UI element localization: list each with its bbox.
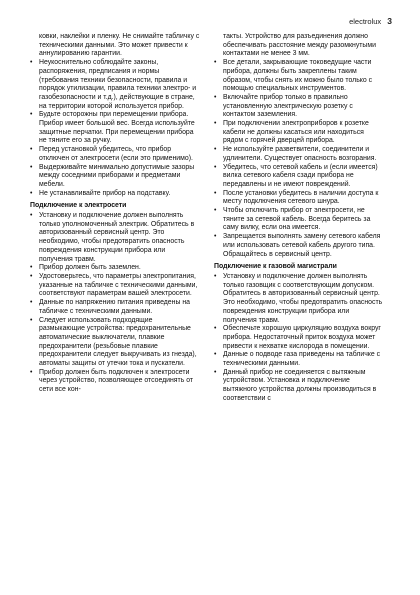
list-item: • Перед установкой убедитесь, что прибор отключен от электросети (если это применимо). xyxy=(30,146,200,163)
page-number: 3 xyxy=(387,16,392,26)
list-item: • При подключении электроприборов к розетке кабели не должны касаться или находиться рядом с горячей дверцей прибора. xyxy=(214,120,384,146)
bullet-list-electric-cont xyxy=(214,59,384,259)
right-column xyxy=(214,33,384,404)
list-item: • Убедитесь, что сетевой кабель и (если имеется) вилка сетевого кабеля сзади прибора не передавлены и не имеют повреждений. xyxy=(214,164,384,190)
continued-paragraph: такты. Устройство для разъединения должно обеспечивать расстояние между разомкнутыми контактами не менее 3 мм. xyxy=(223,33,376,58)
list-item: • Все детали, закрывающие токоведущие части прибора, должны быть закреплены таким образом, чтобы снять их можно было только с помощью специальных инструментов. xyxy=(214,59,384,94)
list-item: • Запрещается выполнять замену сетевого кабеля или использовать сетевой кабель другого типа. Обращайтесь в сервисный центр. xyxy=(214,233,384,259)
list-item: • Установку и подключение должен выполнять только газовщик с соответствующим допуском. Обратитесь в авторизованный сервисный центр. Это необходимо, чтобы предотвратить опасность повреждения конструкции прибора или получения травм. xyxy=(214,273,384,325)
list-item: • Прибор должен быть заземлен. xyxy=(30,264,200,273)
list-item: • Неукоснительно соблюдайте законы, распоряжения, предписания и нормы (требования техники безопасности, правила и порядок утилизации, правила техники электро- и газобезопасности и т.д.), действующие в стране, на территории которой используется прибор. xyxy=(30,59,200,111)
list-item: • Включайте прибор только в правильно установленную электрическую розетку с контактом заземления. xyxy=(214,94,384,120)
list-item: • Чтобы отключить прибор от электросети, не тяните за сетевой кабель. Всегда беритесь за саму вилку, если она имеется. xyxy=(214,207,384,233)
bullet-list-general xyxy=(30,59,200,198)
bullet-list-gas xyxy=(214,273,384,404)
brand-name: electrolux xyxy=(349,17,382,26)
bullet-list-electric xyxy=(30,212,200,395)
left-column xyxy=(30,33,200,395)
list-item: • Удостоверьтесь, что параметры электропитания, указанные на табличке с техническими данными, соответствуют параметрам вашей электросети. xyxy=(30,273,200,299)
list-item: • Прибор должен быть подключен к электросети через устройство, позволяющее отсоединять от сети все кон- xyxy=(30,369,200,395)
section-heading-electric: Подключение к электросети xyxy=(30,202,127,210)
list-item: • Не используйте разветвители, соединители и удлинители. Существует опасность возгорания. xyxy=(214,146,384,163)
section-heading-gas: Подключение к газовой магистрали xyxy=(214,263,337,271)
list-item: • Обеспечьте хорошую циркуляцию воздуха вокруг прибора. Недостаточный приток воздуха может привести к нехватке кислорода в помещении. xyxy=(214,325,384,351)
continued-paragraph: ковки, наклейки и пленку. Не снимайте табличку с техническими данными. Это может привести к аннулированию гарантии. xyxy=(39,33,200,58)
list-item: • Данные по напряжению питания приведены на табличке с техническими данными. xyxy=(30,299,200,316)
page-header xyxy=(349,17,392,26)
list-item: • Выдерживайте минимально допустимые зазоры между соседними приборами и предметами мебели. xyxy=(30,164,200,190)
list-item: • Установку и подключение должен выполнять только уполномоченный электрик. Обратитесь в авторизованный сервисный центр. Это необходимо, чтобы предотвратить опасность повреждения конструкции прибора или получения травм. xyxy=(30,212,200,264)
list-item: • Будьте осторожны при перемещении прибора. Прибор имеет большой вес. Всегда используйте защитные перчатки. При перемещении прибора не тяните его за ручку. xyxy=(30,111,200,146)
list-item: • Не устанавливайте прибор на подставку. xyxy=(30,190,200,199)
list-item: • После установки убедитесь в наличии доступа к месту подключения сетевого шнура. xyxy=(214,190,384,207)
list-item: • Данные о подводе газа приведены на табличке с техническими данными. xyxy=(214,351,384,368)
list-item: • Следует использовать подходящие размыкающие устройства: предохранительные автоматические выключатели, плавкие предохранители (резьбовые плавкие предохранители следует выкручивать из гнезда), автоматы защиты от утечки тока и пускатели. xyxy=(30,317,200,369)
list-item: • Данный прибор не соединяется с вытяжным устройством. Установка и подключение вытяжного устройства должны производиться в соответствии с xyxy=(214,369,384,404)
